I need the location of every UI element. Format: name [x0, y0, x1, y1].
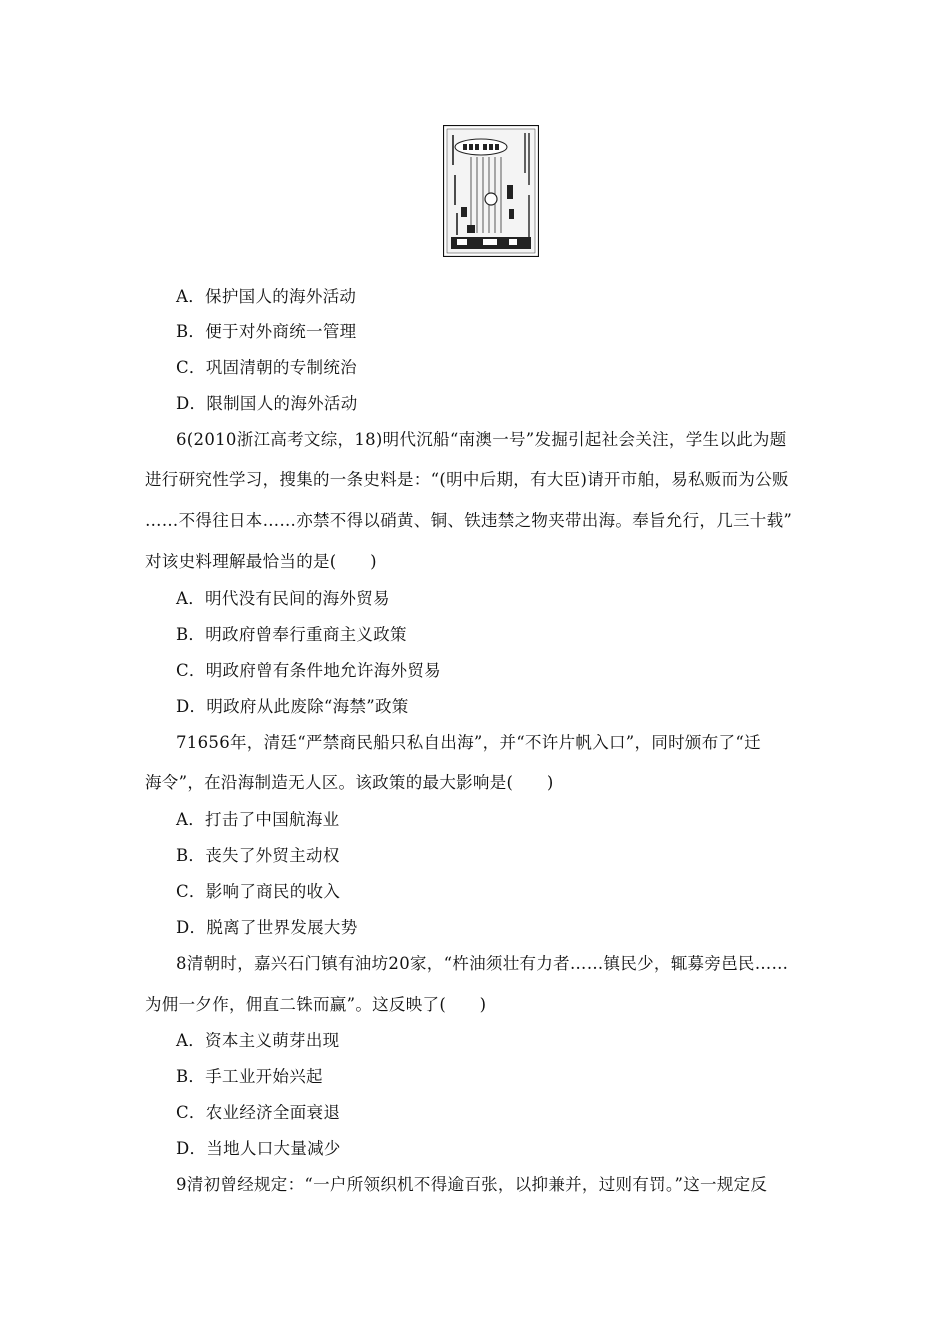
q7-option-a: A．打击了中国航海业: [176, 810, 340, 829]
q7-option-d: D．脱离了世界发展大势: [176, 918, 358, 937]
q5-option-b: B．便于对外商统一管理: [176, 322, 357, 341]
q5-option-c: C．巩固清朝的专制统治: [176, 358, 357, 377]
q9-stem-line-1: 9清初曾经规定：“一户所领织机不得逾百张，以抑兼并，过则有罚。”这一规定反: [176, 1175, 768, 1194]
q6-option-a: A．明代没有民间的海外贸易: [176, 589, 390, 608]
q7-option-c: C．影响了商民的收入: [176, 882, 341, 901]
q7-stem-line-1: 71656年，清廷“严禁商民船只私自出海”，并“不许片帆入口”，同时颁布了“迁: [176, 733, 761, 752]
q6-option-c: C．明政府曾有条件地允许海外贸易: [176, 661, 441, 680]
q8-stem-line-2: 为佣一夕作，佣直二铢而赢”。这反映了( ): [145, 995, 487, 1014]
q6-option-d: D．明政府从此废除“海禁”政策: [176, 697, 409, 716]
q8-option-b: B．手工业开始兴起: [176, 1067, 323, 1086]
q7-option-b: B．丧失了外贸主动权: [176, 846, 340, 865]
q6-stem-line-3: ……不得往日本……亦禁不得以硝黄、铜、铁违禁之物夹带出海。奉旨允行，几三十载”: [145, 511, 793, 530]
q5-option-a: A．保护国人的海外活动: [176, 287, 357, 306]
q8-option-a: A．资本主义萌芽出现: [176, 1031, 340, 1050]
historical-document-figure: [443, 125, 539, 257]
q6-stem-line-1: 6(2010浙江高考文综，18)明代沉船“南澳一号”发掘引起社会关注，学生以此为题: [176, 430, 787, 449]
q5-option-d: D．限制国人的海外活动: [176, 394, 358, 413]
q7-stem-line-2: 海令”，在沿海制造无人区。该政策的最大影响是( ): [145, 773, 554, 792]
q8-option-c: C．农业经济全面衰退: [176, 1103, 341, 1122]
q6-option-b: B．明政府曾奉行重商主义政策: [176, 625, 407, 644]
q8-stem-line-1: 8清朝时，嘉兴石门镇有油坊20家，“杵油须壮有力者……镇民少，辄募旁邑民……: [176, 954, 789, 973]
q6-stem-line-2: 进行研究性学习，搜集的一条史料是：“(明中后期，有大臣)请开市舶，易私贩而为公贩: [145, 470, 789, 489]
q6-stem-line-4: 对该史料理解最恰当的是( ): [145, 552, 377, 571]
q8-option-d: D．当地人口大量减少: [176, 1139, 341, 1158]
